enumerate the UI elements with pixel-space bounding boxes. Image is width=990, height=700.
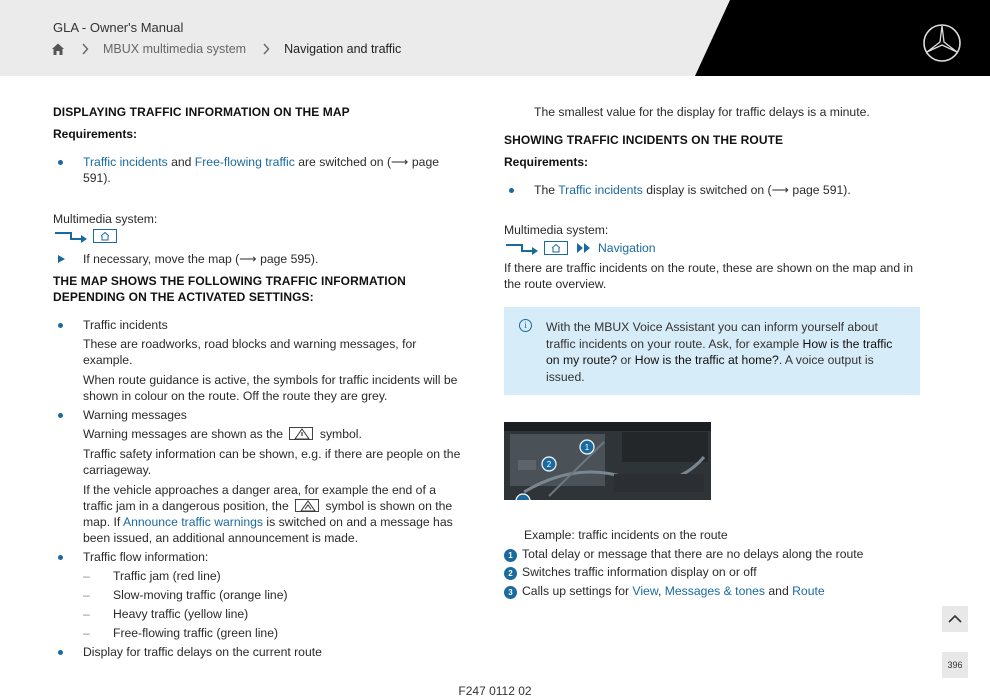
section-heading: DISPLAYING TRAFFIC INFORMATION ON THE MAP [53, 105, 350, 119]
svg-text:2: 2 [546, 460, 552, 469]
callout-badge: 3 [504, 586, 517, 599]
svg-text:1: 1 [584, 443, 590, 452]
link-traffic-incidents[interactable]: Traffic incidents [83, 155, 168, 169]
chevron-right-icon [262, 43, 270, 55]
scroll-top-button[interactable] [942, 606, 968, 632]
list-item: Traffic incidents [53, 317, 468, 333]
link-free-flowing-traffic[interactable]: Free-flowing traffic [194, 155, 295, 169]
list-item: Warning messages [53, 407, 468, 423]
link-messages-tones[interactable]: Messages & tones [664, 583, 765, 598]
breadcrumb-navigation[interactable]: Navigation and traffic [284, 42, 402, 56]
paragraph: Traffic safety information can be shown, e.g. if there are people on the carriageway. [83, 447, 461, 477]
sub-list-item: – Slow-moving traffic (orange line) [53, 587, 468, 603]
header-black-band [0, 0, 990, 76]
paragraph: If the vehicle approaches a danger area, for example the end of a traffic jam in a dangerous position, the symbol is shown on the map. If Announce traffic warnings is switched on and a message has been issued, an additional announcement is made. [83, 483, 453, 545]
paragraph: If there are traffic incidents on the route, these are shown on the map and in the route overview. [504, 261, 913, 291]
breadcrumb [51, 42, 401, 56]
header-bar [0, 0, 990, 76]
link-navigation[interactable]: Navigation [598, 241, 656, 255]
route-arrow-icon [53, 229, 89, 243]
requirements-label: Requirements: [53, 127, 138, 141]
requirements-label: Requirements: [504, 155, 589, 169]
home-icon[interactable] [51, 42, 65, 56]
multimedia-path [504, 240, 920, 256]
callout-badge: 2 [504, 567, 517, 580]
link-route[interactable]: Route [792, 583, 825, 598]
right-column [504, 104, 920, 292]
sub-list-item: – Traffic jam (red line) [53, 568, 468, 584]
step-item: If necessary, move the map (⟶ page 595). [53, 251, 468, 267]
warning-icon [289, 427, 313, 440]
home-button-icon [544, 241, 568, 255]
manual-title: GLA - Owner's Manual [53, 20, 184, 35]
multimedia-path [53, 229, 468, 243]
left-column [53, 104, 468, 660]
chevron-right-icon [81, 43, 89, 55]
paragraph: When route guidance is active, the symbols for traffic incidents will be shown in colour on the route. Off the route they are grey. [83, 373, 458, 403]
mercedes-star-logo [922, 23, 962, 63]
link-view[interactable]: View [632, 583, 658, 598]
page-number: 396 [942, 652, 968, 678]
info-icon: i [519, 319, 532, 332]
list-item: Traffic incidents and Free-flowing traffic are switched on (⟶ page 591). [53, 154, 468, 186]
figure-captions [504, 526, 924, 600]
multimedia-label: Multimedia system: [53, 212, 158, 226]
section-heading: THE MAP SHOWS THE FOLLOWING TRAFFIC INFORMATION DEPENDING ON THE ACTIVATED SETTINGS: [53, 274, 406, 304]
link-announce-traffic-warnings[interactable]: Announce traffic warnings [122, 515, 263, 529]
paragraph: These are roadworks, road blocks and warning messages, for example. [83, 337, 417, 367]
info-box [504, 307, 920, 395]
link-traffic-incidents[interactable]: Traffic incidents [558, 183, 643, 197]
sub-list-item: – Heavy traffic (yellow line) [53, 606, 468, 622]
paragraph: The smallest value for the display for traffic delays is a minute. [534, 105, 870, 119]
caption-item: 3 Calls up settings for View, Messages & tones and Route [504, 582, 924, 601]
list-item: The Traffic incidents display is switched on (⟶ page 591). [504, 182, 920, 198]
info-text: With the MBUX Voice Assistant you can inform yourself about traffic incidents on your route. Ask, for example How is the traffic on my route? or How is the traffic at home?. A voice output is issued. [546, 320, 893, 384]
route-arrow-icon [504, 241, 540, 255]
caption-item: 1 Total delay or message that there are no delays along the route [504, 545, 924, 564]
chevron-up-icon [942, 606, 968, 632]
list-item: Display for traffic delays on the current route [53, 644, 468, 660]
home-button-icon [93, 229, 117, 243]
list-item: Traffic flow information: [53, 549, 468, 565]
caption-title: Example: traffic incidents on the route [524, 528, 728, 542]
paragraph: Warning messages are shown as the symbol. [83, 427, 362, 441]
sub-list-item: – Free-flowing traffic (green line) [53, 625, 468, 641]
caption-item: 2 Switches traffic information display on or off [504, 563, 924, 582]
breadcrumb-mbux[interactable]: MBUX multimedia system [103, 42, 247, 56]
double-chevron-icon [576, 242, 594, 254]
danger-area-icon [295, 499, 319, 512]
callout-badge: 1 [504, 549, 517, 562]
section-heading: SHOWING TRAFFIC INCIDENTS ON THE ROUTE [504, 133, 784, 147]
screen-image [504, 422, 711, 500]
footer-code: F247 0112 02 [458, 684, 532, 698]
multimedia-label: Multimedia system: [504, 223, 609, 237]
